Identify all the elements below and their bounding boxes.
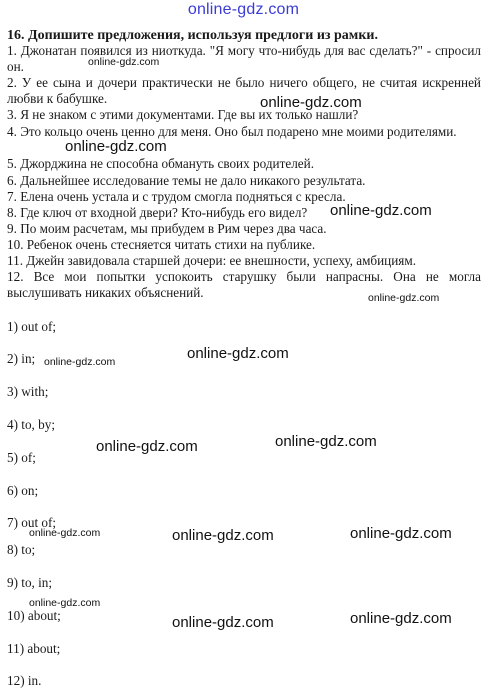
answer-10: 10) about; [7, 608, 61, 623]
exercise-title: 16. Допишите предложения, используя предлоги из рамки. [7, 28, 378, 43]
sentence-1: 1. Джонатан появился из ниоткуда. "Я могу что-нибудь для вас сделать?" - спросил он. [7, 43, 481, 74]
watermark: online-gdz.com [29, 527, 101, 539]
sentence-3: 3. Я не знаком с этими документами. Где вы их только нашли? [7, 107, 359, 122]
sentence-6: 6. Дальнейшее исследование темы не дало никакого результата. [7, 173, 366, 188]
sentence-11: 11. Джейн завидовала старшей дочери: ее внешности, успеху, амбициям. [7, 253, 417, 268]
sentence-5: 5. Джорджина не способна обмануть своих родителей. [7, 156, 314, 171]
watermark: online-gdz.com [187, 345, 289, 362]
answer-11: 11) about; [7, 641, 61, 656]
answer-5: 5) of; [7, 450, 36, 465]
watermark: online-gdz.com [88, 56, 160, 68]
answer-4: 4) to, by; [7, 417, 55, 432]
sentence-4: 4. Это кольцо очень ценно для меня. Оно был подарено мне моими родителями. [7, 124, 457, 139]
answer-8: 8) to; [7, 542, 36, 557]
sentence-10: 10. Ребенок очень стесняется читать стихи на публике. [7, 237, 316, 252]
answer-3: 3) with; [7, 384, 49, 399]
sentence-9: 9. По моим расчетам, мы прибудем в Рим через два часа. [7, 221, 327, 236]
watermark: online-gdz.com [350, 525, 452, 542]
watermark: online-gdz.com [350, 610, 452, 627]
answer-1: 1) out of; [7, 319, 57, 334]
watermark: online-gdz.com [44, 356, 116, 368]
answer-12: 12) in. [7, 673, 42, 688]
watermark: online-gdz.com [368, 292, 440, 304]
answer-6: 6) on; [7, 483, 39, 498]
watermark: online-gdz.com [260, 94, 362, 111]
answer-2: 2) in; [7, 351, 36, 366]
watermark: online-gdz.com [172, 527, 274, 544]
answer-7: 7) out of; [7, 515, 57, 530]
header-watermark: online-gdz.com [187, 1, 300, 18]
sentence-7: 7. Елена очень устала и с трудом смогла подняться с кресла. [7, 189, 346, 204]
watermark: online-gdz.com [172, 614, 274, 631]
watermark: online-gdz.com [96, 438, 198, 455]
sentence-2: 2. У ее сына и дочери практически не было ничего общего, не считая искренней любви к бабушке. [7, 75, 481, 106]
watermark: online-gdz.com [275, 433, 377, 450]
sentence-12: 12. Все мои попытки успокоить старушку были напрасны. Она не могла выслушивать никаких объяснений. [7, 269, 481, 300]
watermark: online-gdz.com [29, 597, 101, 609]
sentence-8: 8. Где ключ от входной двери? Кто-нибудь его видел? [7, 205, 308, 220]
watermark: online-gdz.com [330, 202, 432, 219]
watermark: online-gdz.com [65, 138, 167, 155]
answer-9: 9) to, in; [7, 575, 53, 590]
